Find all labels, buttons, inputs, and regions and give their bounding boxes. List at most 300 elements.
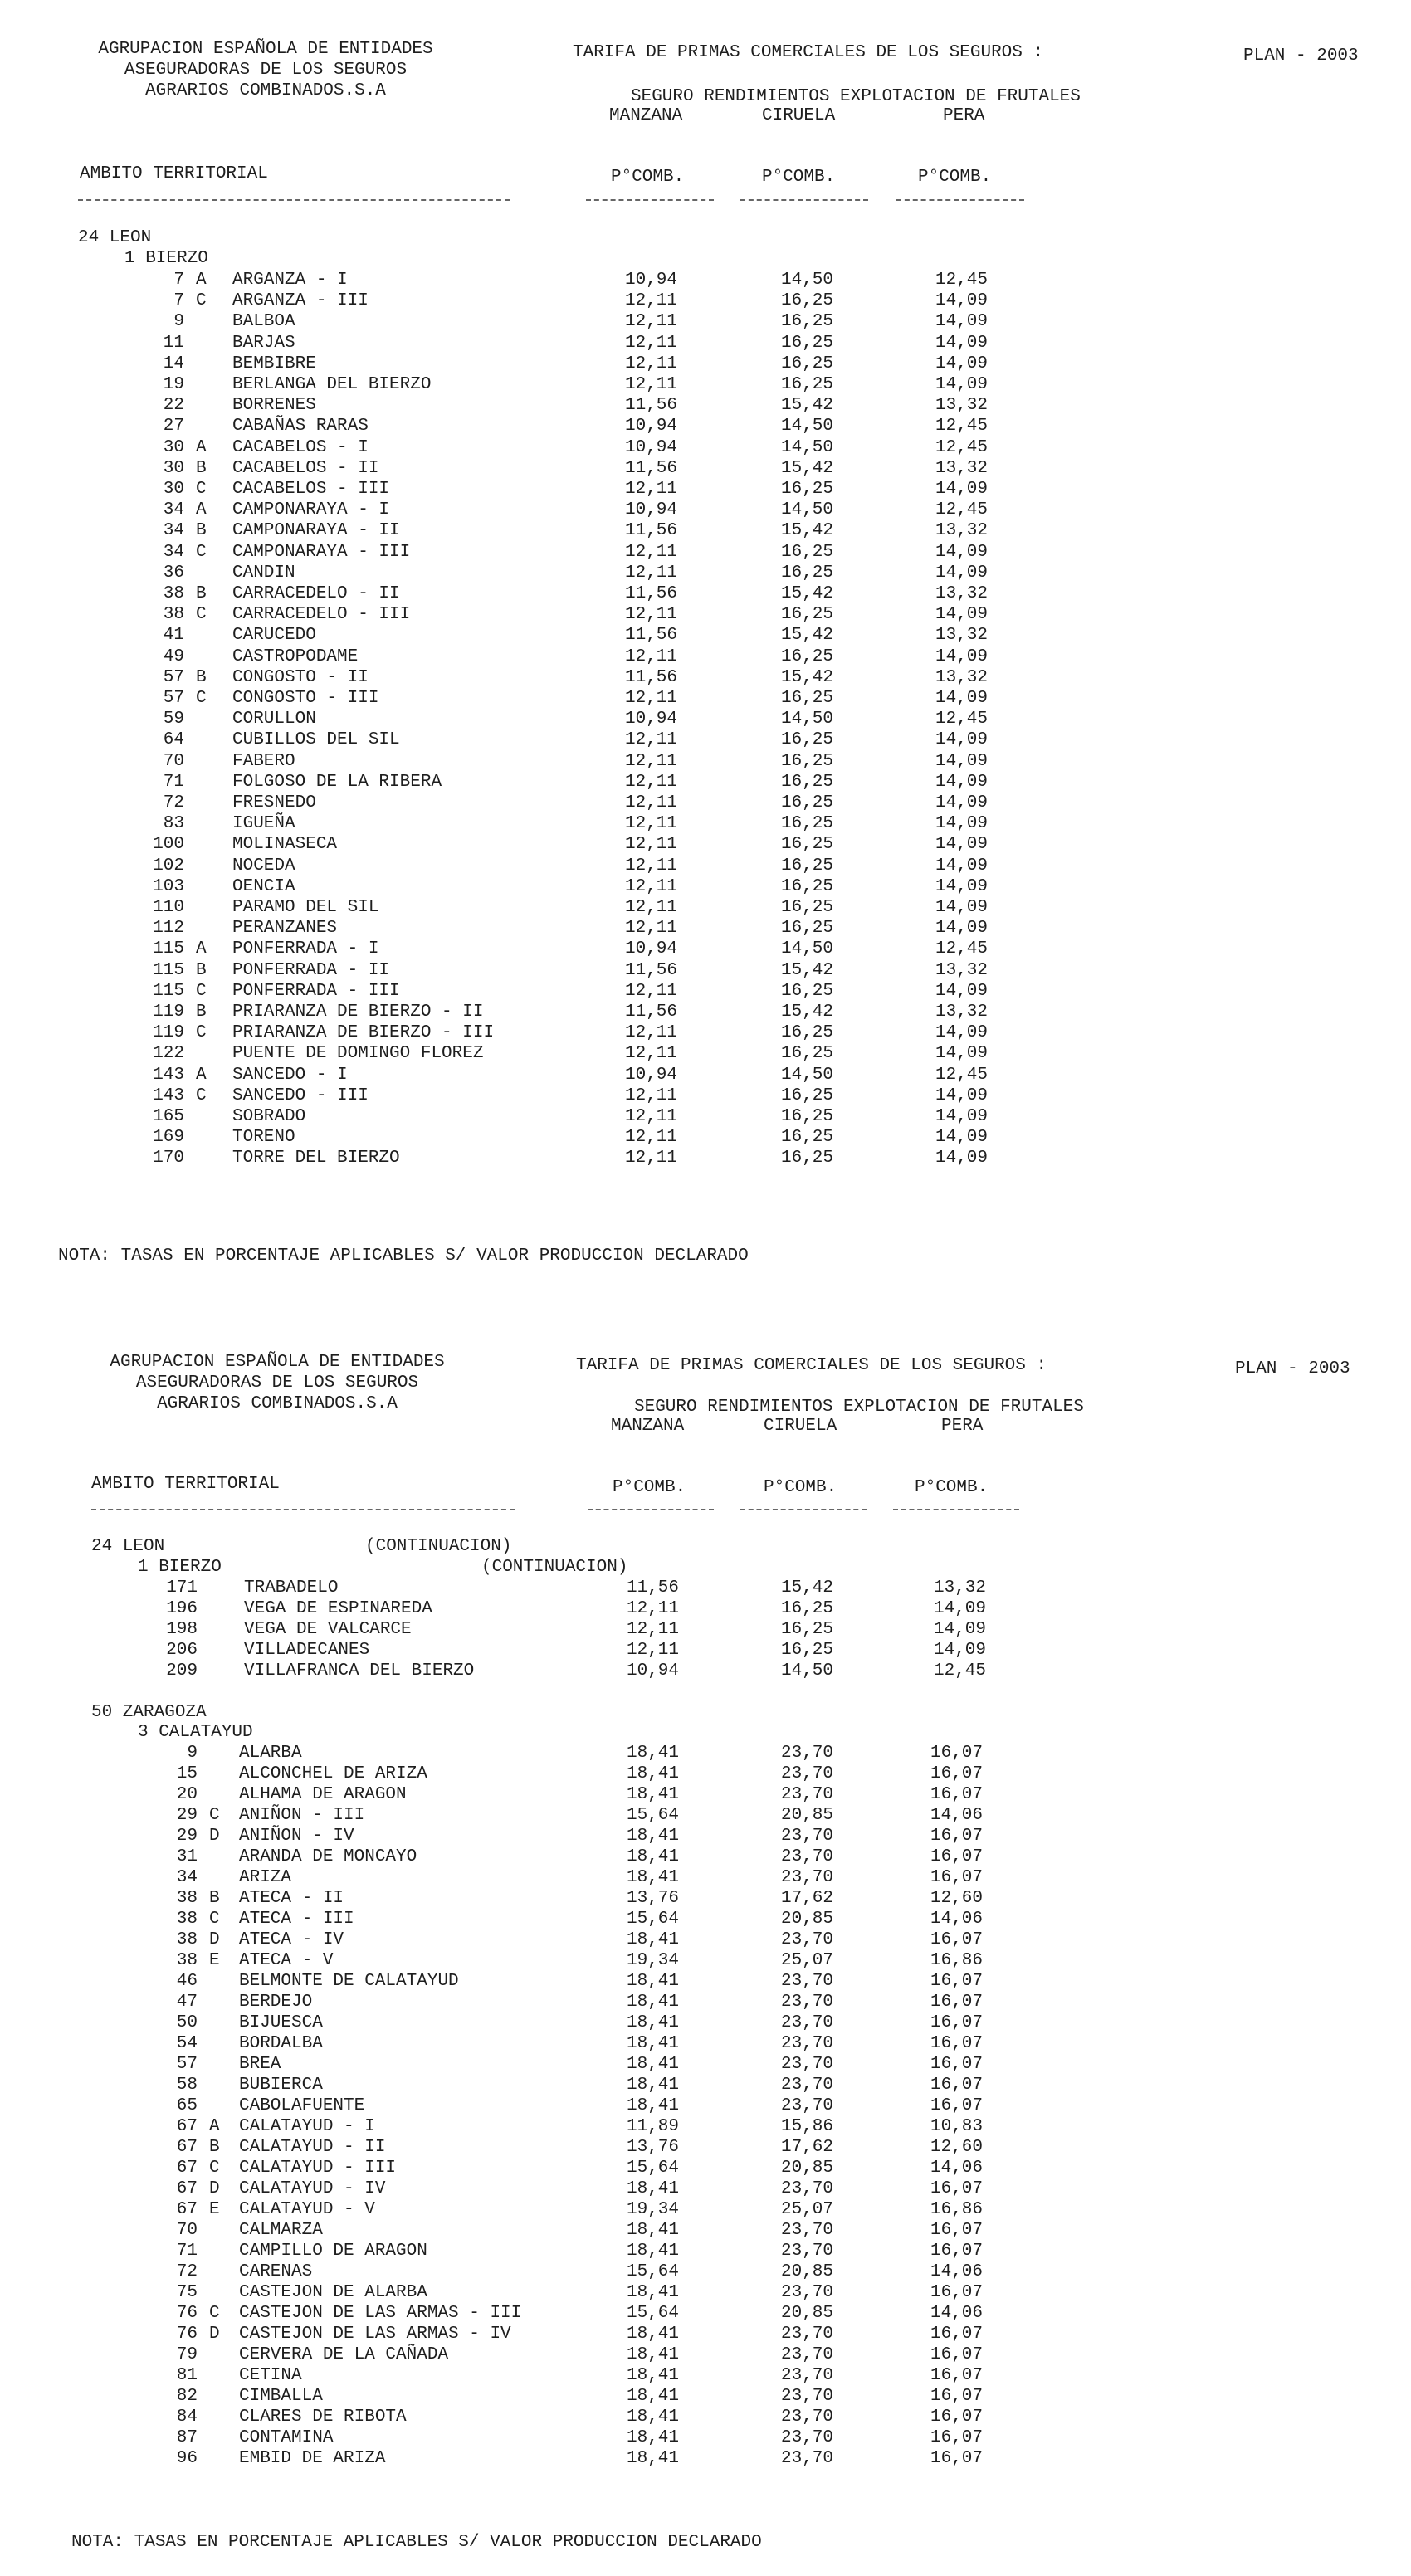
municipio-name: PARAMO DEL SIL bbox=[232, 898, 379, 917]
municipio-name: CACABELOS - I bbox=[232, 437, 369, 457]
rate-pera: 16,07 bbox=[930, 1847, 983, 1866]
municipio-code: 170 bbox=[153, 1149, 184, 1168]
rate-manzana: 15,64 bbox=[626, 2304, 679, 2323]
municipio-code: 19 bbox=[163, 375, 184, 394]
municipio-name: CUBILLOS DEL SIL bbox=[232, 730, 400, 750]
municipio-code: 49 bbox=[163, 646, 184, 666]
municipio-code: 110 bbox=[153, 898, 184, 917]
municipio-subzone: B bbox=[196, 960, 207, 980]
municipio-code: 65 bbox=[176, 2096, 198, 2115]
header-rule-col2 bbox=[740, 199, 868, 201]
rate-manzana: 18,41 bbox=[626, 2428, 679, 2447]
rate-pera: 14,09 bbox=[935, 793, 988, 812]
org-name-line1: AGRUPACION ESPAÑOLA DE ENTIDADES bbox=[98, 40, 433, 59]
rate-pera: 13,32 bbox=[935, 1003, 988, 1022]
rate-ciruela: 23,70 bbox=[780, 2034, 833, 2053]
rate-manzana: 18,41 bbox=[626, 2325, 679, 2344]
rate-ciruela: 16,25 bbox=[780, 981, 833, 1001]
municipio-name: CETINA bbox=[239, 2366, 302, 2385]
rate-manzana: 18,41 bbox=[626, 1993, 679, 2012]
rate-ciruela: 14,50 bbox=[780, 1661, 833, 1681]
rate-manzana: 12,11 bbox=[624, 793, 677, 812]
rate-ciruela: 16,25 bbox=[780, 814, 833, 834]
rate-pera: 14,09 bbox=[935, 856, 988, 876]
rate-ciruela: 16,25 bbox=[780, 646, 833, 666]
rate-manzana: 12,11 bbox=[624, 814, 677, 834]
rate-pera: 16,07 bbox=[930, 2013, 983, 2032]
municipio-subzone: C bbox=[196, 1086, 207, 1105]
rate-ciruela: 23,70 bbox=[780, 2449, 833, 2468]
table-row bbox=[0, 1827, 1411, 1847]
municipio-code: 57 bbox=[163, 689, 184, 708]
municipio-code: 102 bbox=[153, 856, 184, 876]
header-rule-ambito bbox=[78, 199, 510, 201]
municipio-name: BARJAS bbox=[232, 333, 295, 353]
municipio-name: OENCIA bbox=[232, 876, 295, 896]
municipio-code: 38 bbox=[176, 1889, 198, 1908]
municipio-name: CLARES DE RIBOTA bbox=[239, 2408, 407, 2427]
col-header-pcomb-3: P°COMB. bbox=[918, 168, 992, 187]
rate-ciruela: 23,70 bbox=[780, 1847, 833, 1866]
rate-manzana: 18,41 bbox=[626, 2345, 679, 2364]
municipio-name: ANIÑON - III bbox=[239, 1806, 365, 1825]
table-row bbox=[0, 2200, 1411, 2221]
municipio-code: 209 bbox=[166, 1661, 198, 1681]
municipio-name: TRABADELO bbox=[244, 1578, 339, 1598]
municipio-code: 119 bbox=[153, 1023, 184, 1043]
rate-manzana: 12,11 bbox=[624, 312, 677, 332]
table-row bbox=[0, 710, 1411, 730]
rate-manzana: 12,11 bbox=[624, 730, 677, 750]
rate-pera: 16,86 bbox=[930, 2200, 983, 2219]
rate-manzana: 11,56 bbox=[624, 667, 677, 687]
rate-pera: 14,09 bbox=[935, 1107, 988, 1126]
municipio-name: CARENAS bbox=[239, 2262, 313, 2281]
municipio-name: CABOLAFUENTE bbox=[239, 2096, 365, 2115]
table-row bbox=[0, 1641, 1411, 1661]
municipio-name: CERVERA DE LA CAÑADA bbox=[239, 2345, 449, 2364]
crop-header-ciruela: CIRUELA bbox=[764, 1417, 837, 1436]
rate-ciruela: 20,85 bbox=[780, 2159, 833, 2178]
municipio-subzone: B bbox=[209, 2138, 220, 2157]
insurance-subtitle: SEGURO RENDIMIENTOS EXPLOTACION DE FRUTALES bbox=[634, 1398, 1084, 1417]
rate-pera: 14,09 bbox=[935, 354, 988, 373]
municipio-name: BORRENES bbox=[232, 396, 316, 416]
table-row bbox=[0, 2221, 1411, 2242]
rate-ciruela: 15,42 bbox=[780, 667, 833, 687]
rate-ciruela: 23,70 bbox=[780, 2283, 833, 2302]
municipio-code: 171 bbox=[166, 1578, 198, 1598]
municipio-code: 30 bbox=[163, 458, 184, 478]
rate-manzana: 12,11 bbox=[624, 856, 677, 876]
rate-ciruela: 20,85 bbox=[780, 2262, 833, 2281]
rate-ciruela: 15,42 bbox=[780, 584, 833, 603]
municipio-name: BERDEJO bbox=[239, 1993, 313, 2012]
municipio-name: MOLINASECA bbox=[232, 835, 338, 855]
municipio-name: ATECA - II bbox=[239, 1889, 344, 1908]
rate-manzana: 10,94 bbox=[624, 500, 677, 520]
municipio-name: IGUEÑA bbox=[232, 814, 295, 834]
continuacion-label: (CONTINUACION) bbox=[365, 1537, 512, 1556]
rate-pera: 14,09 bbox=[935, 730, 988, 750]
table-row bbox=[0, 793, 1411, 814]
rate-manzana: 18,41 bbox=[626, 1764, 679, 1783]
rate-ciruela: 14,50 bbox=[780, 710, 833, 729]
municipio-code: 70 bbox=[163, 751, 184, 771]
municipio-subzone: D bbox=[209, 2325, 220, 2344]
rate-manzana: 12,11 bbox=[624, 605, 677, 625]
rate-pera: 13,32 bbox=[935, 960, 988, 980]
rate-manzana: 18,41 bbox=[626, 2449, 679, 2468]
municipio-subzone: C bbox=[196, 689, 207, 708]
table-row bbox=[0, 2408, 1411, 2428]
municipio-subzone: A bbox=[196, 939, 207, 959]
table-row bbox=[0, 312, 1411, 333]
municipio-name: BIJUESCA bbox=[239, 2013, 323, 2032]
municipio-code: 7 bbox=[173, 291, 184, 311]
rate-manzana: 12,11 bbox=[624, 835, 677, 855]
table-row bbox=[0, 1620, 1411, 1641]
province-heading: 24 LEON bbox=[78, 228, 152, 247]
rate-manzana: 10,94 bbox=[624, 271, 677, 290]
table-row bbox=[0, 1806, 1411, 1827]
municipio-code: 36 bbox=[163, 563, 184, 583]
rate-ciruela: 16,25 bbox=[780, 876, 833, 896]
rate-manzana: 12,11 bbox=[624, 1149, 677, 1168]
rate-manzana: 12,11 bbox=[624, 876, 677, 896]
rate-pera: 16,07 bbox=[930, 2034, 983, 2053]
municipio-name: FRESNEDO bbox=[232, 793, 316, 812]
municipio-name: ARGANZA - III bbox=[232, 291, 369, 311]
municipio-name: PONFERRADA - III bbox=[232, 981, 400, 1001]
rate-pera: 14,09 bbox=[933, 1620, 986, 1639]
table-row bbox=[0, 2138, 1411, 2159]
municipio-code: 41 bbox=[163, 626, 184, 646]
municipio-subzone: B bbox=[209, 1889, 220, 1908]
rate-ciruela: 23,70 bbox=[780, 2408, 833, 2427]
municipio-name: CONTAMINA bbox=[239, 2428, 334, 2447]
province-heading-zaragoza: 50 ZARAGOZA bbox=[91, 1703, 207, 1722]
municipio-name: PONFERRADA - II bbox=[232, 960, 390, 980]
rate-pera: 12,45 bbox=[933, 1661, 986, 1681]
municipio-code: 119 bbox=[153, 1003, 184, 1022]
rate-ciruela: 15,42 bbox=[780, 1003, 833, 1022]
municipio-code: 38 bbox=[163, 584, 184, 603]
rate-ciruela: 16,25 bbox=[780, 1599, 833, 1618]
table-row bbox=[0, 605, 1411, 626]
rate-manzana: 18,41 bbox=[626, 2283, 679, 2302]
municipio-code: 67 bbox=[176, 2117, 198, 2136]
rate-ciruela: 16,25 bbox=[780, 730, 833, 750]
municipio-code: 79 bbox=[176, 2345, 198, 2364]
municipio-name: SANCEDO - III bbox=[232, 1086, 369, 1105]
municipio-name: VILLADECANES bbox=[244, 1641, 370, 1660]
plan-label: PLAN - 2003 bbox=[1243, 46, 1359, 66]
municipio-name: TORENO bbox=[232, 1128, 295, 1148]
municipio-code: 75 bbox=[176, 2283, 198, 2302]
rate-pera: 12,45 bbox=[935, 417, 988, 437]
rate-manzana: 18,41 bbox=[626, 1972, 679, 1991]
municipio-subzone: B bbox=[196, 521, 207, 541]
rate-ciruela: 16,25 bbox=[780, 333, 833, 353]
org-name-line2: ASEGURADORAS DE LOS SEGUROS bbox=[135, 1373, 419, 1393]
tariff-title: TARIFA DE PRIMAS COMERCIALES DE LOS SEGUROS : bbox=[573, 43, 1044, 62]
table-row bbox=[0, 1023, 1411, 1044]
municipio-name: CONGOSTO - III bbox=[232, 689, 379, 708]
table-row bbox=[0, 334, 1411, 354]
rate-manzana: 12,11 bbox=[624, 480, 677, 499]
rate-ciruela: 25,07 bbox=[780, 1951, 833, 1970]
rate-manzana: 18,41 bbox=[626, 2242, 679, 2261]
table-row bbox=[0, 961, 1411, 982]
rate-ciruela: 16,25 bbox=[780, 1641, 833, 1660]
municipio-name: CASTEJON DE LAS ARMAS - IV bbox=[239, 2325, 511, 2344]
table-row bbox=[0, 689, 1411, 710]
rate-ciruela: 23,70 bbox=[780, 2013, 833, 2032]
rate-manzana: 12,11 bbox=[624, 1107, 677, 1126]
rate-pera: 16,07 bbox=[930, 1993, 983, 2012]
municipio-subzone: B bbox=[196, 1003, 207, 1022]
comarca-heading: 1 BIERZO bbox=[124, 249, 208, 268]
rate-pera: 14,06 bbox=[930, 1910, 983, 1929]
municipio-subzone: A bbox=[209, 2117, 220, 2136]
municipio-name: TORRE DEL BIERZO bbox=[232, 1149, 400, 1168]
municipio-subzone: A bbox=[196, 500, 207, 520]
rate-ciruela: 14,50 bbox=[780, 939, 833, 959]
municipio-name: CALATAYUD - III bbox=[239, 2159, 397, 2178]
table-row bbox=[0, 1107, 1411, 1128]
rate-pera: 14,09 bbox=[935, 605, 988, 625]
rate-pera: 16,07 bbox=[930, 2076, 983, 2095]
rate-pera: 13,32 bbox=[935, 626, 988, 646]
rate-ciruela: 16,25 bbox=[780, 793, 833, 812]
rate-manzana: 18,41 bbox=[626, 1868, 679, 1887]
table-row bbox=[0, 647, 1411, 668]
table-row bbox=[0, 271, 1411, 291]
ambito-territorial-header: AMBITO TERRITORIAL bbox=[80, 164, 268, 183]
comarca-heading-calatayud: 3 CALATAYUD bbox=[138, 1723, 253, 1742]
rate-pera: 12,45 bbox=[935, 500, 988, 520]
header-rule-col2 bbox=[740, 1509, 867, 1510]
municipio-name: CALATAYUD - I bbox=[239, 2117, 375, 2136]
rate-pera: 14,09 bbox=[935, 814, 988, 834]
municipio-code: 57 bbox=[163, 667, 184, 687]
municipio-name: BALBOA bbox=[232, 312, 295, 332]
rate-ciruela: 23,70 bbox=[780, 2242, 833, 2261]
table-row bbox=[0, 1972, 1411, 1993]
rate-ciruela: 20,85 bbox=[780, 2304, 833, 2323]
municipio-subzone: A bbox=[196, 1065, 207, 1085]
rate-manzana: 12,11 bbox=[624, 1086, 677, 1105]
municipio-code: 38 bbox=[176, 1910, 198, 1929]
rate-pera: 13,32 bbox=[935, 458, 988, 478]
rate-pera: 14,09 bbox=[935, 835, 988, 855]
municipio-subzone: C bbox=[209, 1806, 220, 1825]
municipio-code: 143 bbox=[153, 1086, 184, 1105]
municipio-code: 34 bbox=[163, 500, 184, 520]
rate-pera: 14,09 bbox=[935, 375, 988, 394]
rate-ciruela: 23,70 bbox=[780, 1764, 833, 1783]
rate-ciruela: 15,42 bbox=[780, 458, 833, 478]
municipio-name: CASTEJON DE ALARBA bbox=[239, 2283, 427, 2302]
municipio-code: 7 bbox=[173, 271, 184, 290]
rate-pera: 16,07 bbox=[930, 2055, 983, 2074]
municipio-name: CALATAYUD - V bbox=[239, 2200, 375, 2219]
table-row bbox=[0, 480, 1411, 500]
municipio-name: CASTEJON DE LAS ARMAS - III bbox=[239, 2304, 522, 2323]
rate-ciruela: 23,70 bbox=[780, 2179, 833, 2198]
rate-pera: 14,06 bbox=[930, 2304, 983, 2323]
rate-manzana: 18,41 bbox=[626, 2076, 679, 2095]
comarca-heading: 1 BIERZO bbox=[138, 1558, 222, 1577]
rate-ciruela: 25,07 bbox=[780, 2200, 833, 2219]
rate-pera: 14,09 bbox=[935, 876, 988, 896]
municipio-name: CARRACEDELO - III bbox=[232, 605, 411, 625]
rate-manzana: 11,56 bbox=[624, 1003, 677, 1022]
rate-manzana: 12,11 bbox=[624, 542, 677, 562]
rate-manzana: 12,11 bbox=[626, 1620, 679, 1639]
rate-manzana: 11,56 bbox=[624, 584, 677, 603]
rate-ciruela: 14,50 bbox=[780, 417, 833, 437]
table-row bbox=[0, 2242, 1411, 2262]
table-row bbox=[0, 564, 1411, 584]
table-row bbox=[0, 2013, 1411, 2034]
municipio-name: CAMPILLO DE ARAGON bbox=[239, 2242, 427, 2261]
municipio-name: CACABELOS - III bbox=[232, 480, 390, 499]
rate-manzana: 11,56 bbox=[626, 1578, 679, 1598]
municipio-name: ATECA - III bbox=[239, 1910, 354, 1929]
municipio-subzone: D bbox=[209, 1827, 220, 1846]
rate-pera: 16,07 bbox=[930, 2387, 983, 2406]
municipio-code: 38 bbox=[176, 1930, 198, 1949]
rate-pera: 14,06 bbox=[930, 2262, 983, 2281]
municipio-name: PERANZANES bbox=[232, 919, 338, 939]
municipio-subzone: C bbox=[196, 542, 207, 562]
rate-pera: 12,60 bbox=[930, 1889, 983, 1908]
municipio-code: 67 bbox=[176, 2138, 198, 2157]
municipio-code: 71 bbox=[163, 772, 184, 792]
municipio-code: 96 bbox=[176, 2449, 198, 2468]
rate-ciruela: 15,42 bbox=[780, 626, 833, 646]
crop-header-ciruela: CIRUELA bbox=[762, 106, 836, 125]
rate-ciruela: 16,25 bbox=[780, 1044, 833, 1064]
table-row bbox=[0, 417, 1411, 437]
org-name-line2: ASEGURADORAS DE LOS SEGUROS bbox=[124, 61, 408, 80]
municipio-code: 72 bbox=[163, 793, 184, 812]
rate-pera: 14,09 bbox=[933, 1599, 986, 1618]
rate-ciruela: 15,42 bbox=[780, 396, 833, 416]
rate-manzana: 11,56 bbox=[624, 458, 677, 478]
municipio-code: 115 bbox=[153, 939, 184, 959]
municipio-code: 82 bbox=[176, 2387, 198, 2406]
municipio-name: ARGANZA - I bbox=[232, 271, 348, 290]
rate-pera: 16,07 bbox=[930, 2221, 983, 2240]
rate-ciruela: 16,25 bbox=[780, 354, 833, 373]
rate-ciruela: 16,25 bbox=[780, 689, 833, 708]
rate-pera: 12,45 bbox=[935, 1065, 988, 1085]
table-row bbox=[0, 2159, 1411, 2179]
rate-pera: 14,09 bbox=[935, 919, 988, 939]
municipio-code: 115 bbox=[153, 960, 184, 980]
rate-ciruela: 14,50 bbox=[780, 271, 833, 290]
municipio-name: FABERO bbox=[232, 751, 295, 771]
municipio-name: BORDALBA bbox=[239, 2034, 323, 2053]
crop-header-pera: PERA bbox=[941, 1417, 984, 1436]
rate-manzana: 10,94 bbox=[624, 417, 677, 437]
municipio-code: 14 bbox=[163, 354, 184, 373]
municipio-code: 46 bbox=[176, 1972, 198, 1991]
municipio-name: CONGOSTO - II bbox=[232, 667, 369, 687]
rate-pera: 14,09 bbox=[935, 563, 988, 583]
municipio-code: 47 bbox=[176, 1993, 198, 2012]
table-row bbox=[0, 1847, 1411, 1868]
rate-manzana: 12,11 bbox=[624, 981, 677, 1001]
rate-manzana: 11,56 bbox=[624, 396, 677, 416]
table-row bbox=[0, 752, 1411, 773]
municipio-name: PUENTE DE DOMINGO FLOREZ bbox=[232, 1044, 484, 1064]
rate-manzana: 18,41 bbox=[626, 1930, 679, 1949]
rate-ciruela: 15,42 bbox=[780, 1578, 833, 1598]
footer-note: NOTA: TASAS EN PORCENTAJE APLICABLES S/ VALOR PRODUCCION DECLARADO bbox=[58, 1247, 749, 1266]
municipio-name: ALHAMA DE ARAGON bbox=[239, 1785, 407, 1804]
municipio-code: 103 bbox=[153, 876, 184, 896]
rate-manzana: 18,41 bbox=[626, 2387, 679, 2406]
table-row bbox=[0, 584, 1411, 605]
rate-manzana: 18,41 bbox=[626, 2013, 679, 2032]
municipio-code: 34 bbox=[176, 1868, 198, 1887]
rate-ciruela: 16,25 bbox=[780, 919, 833, 939]
table-row bbox=[0, 2387, 1411, 2408]
rate-ciruela: 16,25 bbox=[780, 1023, 833, 1043]
rate-pera: 16,07 bbox=[930, 1744, 983, 1763]
rate-manzana: 19,34 bbox=[626, 2200, 679, 2219]
org-name-line3: AGRARIOS COMBINADOS.S.A bbox=[157, 1394, 398, 1413]
municipio-code: 57 bbox=[176, 2055, 198, 2074]
municipio-name: SANCEDO - I bbox=[232, 1065, 348, 1085]
rate-pera: 14,09 bbox=[935, 480, 988, 499]
rate-ciruela: 23,70 bbox=[780, 2055, 833, 2074]
rate-manzana: 12,11 bbox=[626, 1599, 679, 1618]
col-header-pcomb-1: P°COMB. bbox=[611, 168, 685, 187]
rate-pera: 14,09 bbox=[935, 542, 988, 562]
rate-manzana: 10,94 bbox=[624, 1065, 677, 1085]
municipio-code: 84 bbox=[176, 2408, 198, 2427]
rate-manzana: 18,41 bbox=[626, 2366, 679, 2385]
rate-ciruela: 16,25 bbox=[780, 291, 833, 311]
rate-manzana: 12,11 bbox=[624, 772, 677, 792]
crop-header-manzana: MANZANA bbox=[609, 106, 683, 125]
col-header-pcomb-3: P°COMB. bbox=[915, 1478, 989, 1497]
rate-pera: 14,09 bbox=[935, 312, 988, 332]
rate-ciruela: 16,25 bbox=[780, 1107, 833, 1126]
table-row bbox=[0, 1993, 1411, 2013]
rate-manzana: 10,94 bbox=[626, 1661, 679, 1681]
rate-manzana: 15,64 bbox=[626, 2262, 679, 2281]
plan-label: PLAN - 2003 bbox=[1235, 1359, 1350, 1378]
table-row bbox=[0, 668, 1411, 689]
municipio-subzone: E bbox=[209, 1951, 220, 1970]
insurance-subtitle: SEGURO RENDIMIENTOS EXPLOTACION DE FRUTALES bbox=[631, 87, 1081, 106]
rate-ciruela: 23,70 bbox=[780, 2387, 833, 2406]
table-row bbox=[0, 1128, 1411, 1149]
municipio-code: 59 bbox=[163, 710, 184, 729]
table-row bbox=[0, 1785, 1411, 1806]
rate-pera: 14,09 bbox=[935, 751, 988, 771]
rate-pera: 12,45 bbox=[935, 939, 988, 959]
municipio-subzone: A bbox=[196, 271, 207, 290]
municipio-name: CAMPONARAYA - I bbox=[232, 500, 390, 520]
table-row bbox=[0, 1910, 1411, 1930]
